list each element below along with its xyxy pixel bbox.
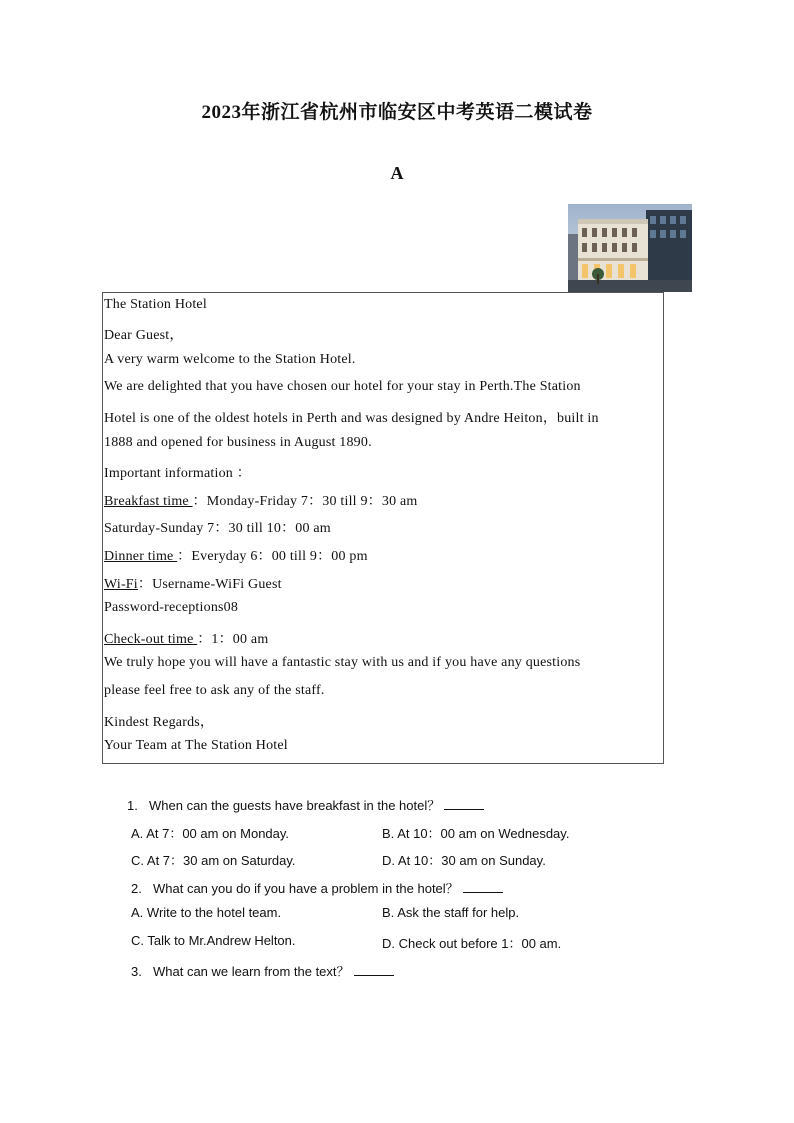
question-text: When can the guests have breakfast in the hotel？ xyxy=(149,798,441,813)
option-2b[interactable] xyxy=(382,905,519,920)
option-letter: B. xyxy=(382,826,395,841)
greeting: Dear Guest， xyxy=(104,328,184,343)
checkout-line xyxy=(104,628,268,648)
question-number: 2. xyxy=(131,881,142,896)
option-letter: D. xyxy=(382,936,395,951)
option-letter: B. xyxy=(382,905,395,920)
section-label: A xyxy=(390,163,404,183)
dinner-value: ：Everyday 6：00 till 9：00 pm xyxy=(177,549,368,564)
question-3 xyxy=(131,961,394,980)
answer-blank[interactable] xyxy=(354,963,394,976)
wifi-value: ：Username-WiFi Guest xyxy=(137,577,282,592)
option-letter: A. xyxy=(131,826,144,841)
option-text: At 10：00 am on Wednesday. xyxy=(397,826,570,841)
option-1c[interactable] xyxy=(131,850,296,869)
hotel-name: The Station Hotel xyxy=(104,297,207,312)
signature: Your Team at The Station Hotel xyxy=(104,738,288,753)
checkout-label: Check-out time xyxy=(104,632,198,647)
option-1a[interactable] xyxy=(131,823,289,842)
question-text: What can we learn from the text？ xyxy=(153,964,350,979)
intro-line-1: We are delighted that you have chosen our hotel for your stay in Perth.The Station xyxy=(104,379,581,394)
hotel-photo xyxy=(568,204,692,292)
option-letter: D. xyxy=(382,853,395,868)
intro-line-2: Hotel is one of the oldest hotels in Perth and was designed by Andre Heiton，built in xyxy=(104,411,599,426)
answer-blank[interactable] xyxy=(444,797,484,810)
checkout-value: ：1：00 am xyxy=(197,632,269,647)
option-text: At 7：00 am on Monday. xyxy=(146,826,290,841)
option-text: Write to the hotel team. xyxy=(146,905,282,920)
breakfast-line xyxy=(104,490,417,510)
option-letter: C. xyxy=(131,933,144,948)
option-2c[interactable] xyxy=(131,933,296,948)
option-2a[interactable] xyxy=(131,905,281,920)
question-1 xyxy=(127,795,484,814)
breakfast-weekend: Saturday-Sunday 7：30 till 10：00 am xyxy=(104,521,331,536)
closing-line-1: We truly hope you will have a fantastic stay with us and if you have any questions xyxy=(104,655,581,670)
dinner-label: Dinner time xyxy=(104,549,178,564)
closing-line-2: please feel free to ask any of the staff. xyxy=(104,683,325,698)
option-letter: C. xyxy=(131,853,144,868)
option-text: Talk to Mr.Andrew Helton. xyxy=(147,933,296,948)
exam-title: 2023年浙江省杭州市临安区中考英语二模试卷 xyxy=(201,102,593,123)
breakfast-label: Breakfast time xyxy=(104,494,193,509)
option-text: At 10：30 am on Sunday. xyxy=(397,853,546,868)
option-2d[interactable] xyxy=(382,933,561,952)
regards: Kindest Regards， xyxy=(104,715,215,730)
breakfast-value: ：Monday-Friday 7：30 till 9：30 am xyxy=(192,494,418,509)
intro-line-3: 1888 and opened for business in August 1890. xyxy=(104,435,372,450)
option-1d[interactable] xyxy=(382,850,546,869)
wifi-line xyxy=(104,573,282,593)
welcome-line: A very warm welcome to the Station Hotel. xyxy=(104,352,356,367)
answer-blank[interactable] xyxy=(463,880,503,893)
option-1b[interactable] xyxy=(382,823,569,842)
option-text: Ask the staff for help. xyxy=(397,905,520,920)
question-number: 1. xyxy=(127,798,138,813)
option-text: At 7：30 am on Saturday. xyxy=(146,853,296,868)
question-text: What can you do if you have a problem in the hotel？ xyxy=(153,881,459,896)
hotel-letter-box xyxy=(102,292,664,764)
option-letter: A. xyxy=(131,905,144,920)
question-number: 3. xyxy=(131,964,142,979)
dinner-line xyxy=(104,545,368,565)
important-info-heading: Important information ： xyxy=(104,466,251,481)
question-2 xyxy=(131,878,503,897)
wifi-password: Password-receptions08 xyxy=(104,600,239,615)
wifi-label: Wi-Fi xyxy=(104,577,138,592)
option-text: Check out before 1：00 am. xyxy=(398,936,562,951)
